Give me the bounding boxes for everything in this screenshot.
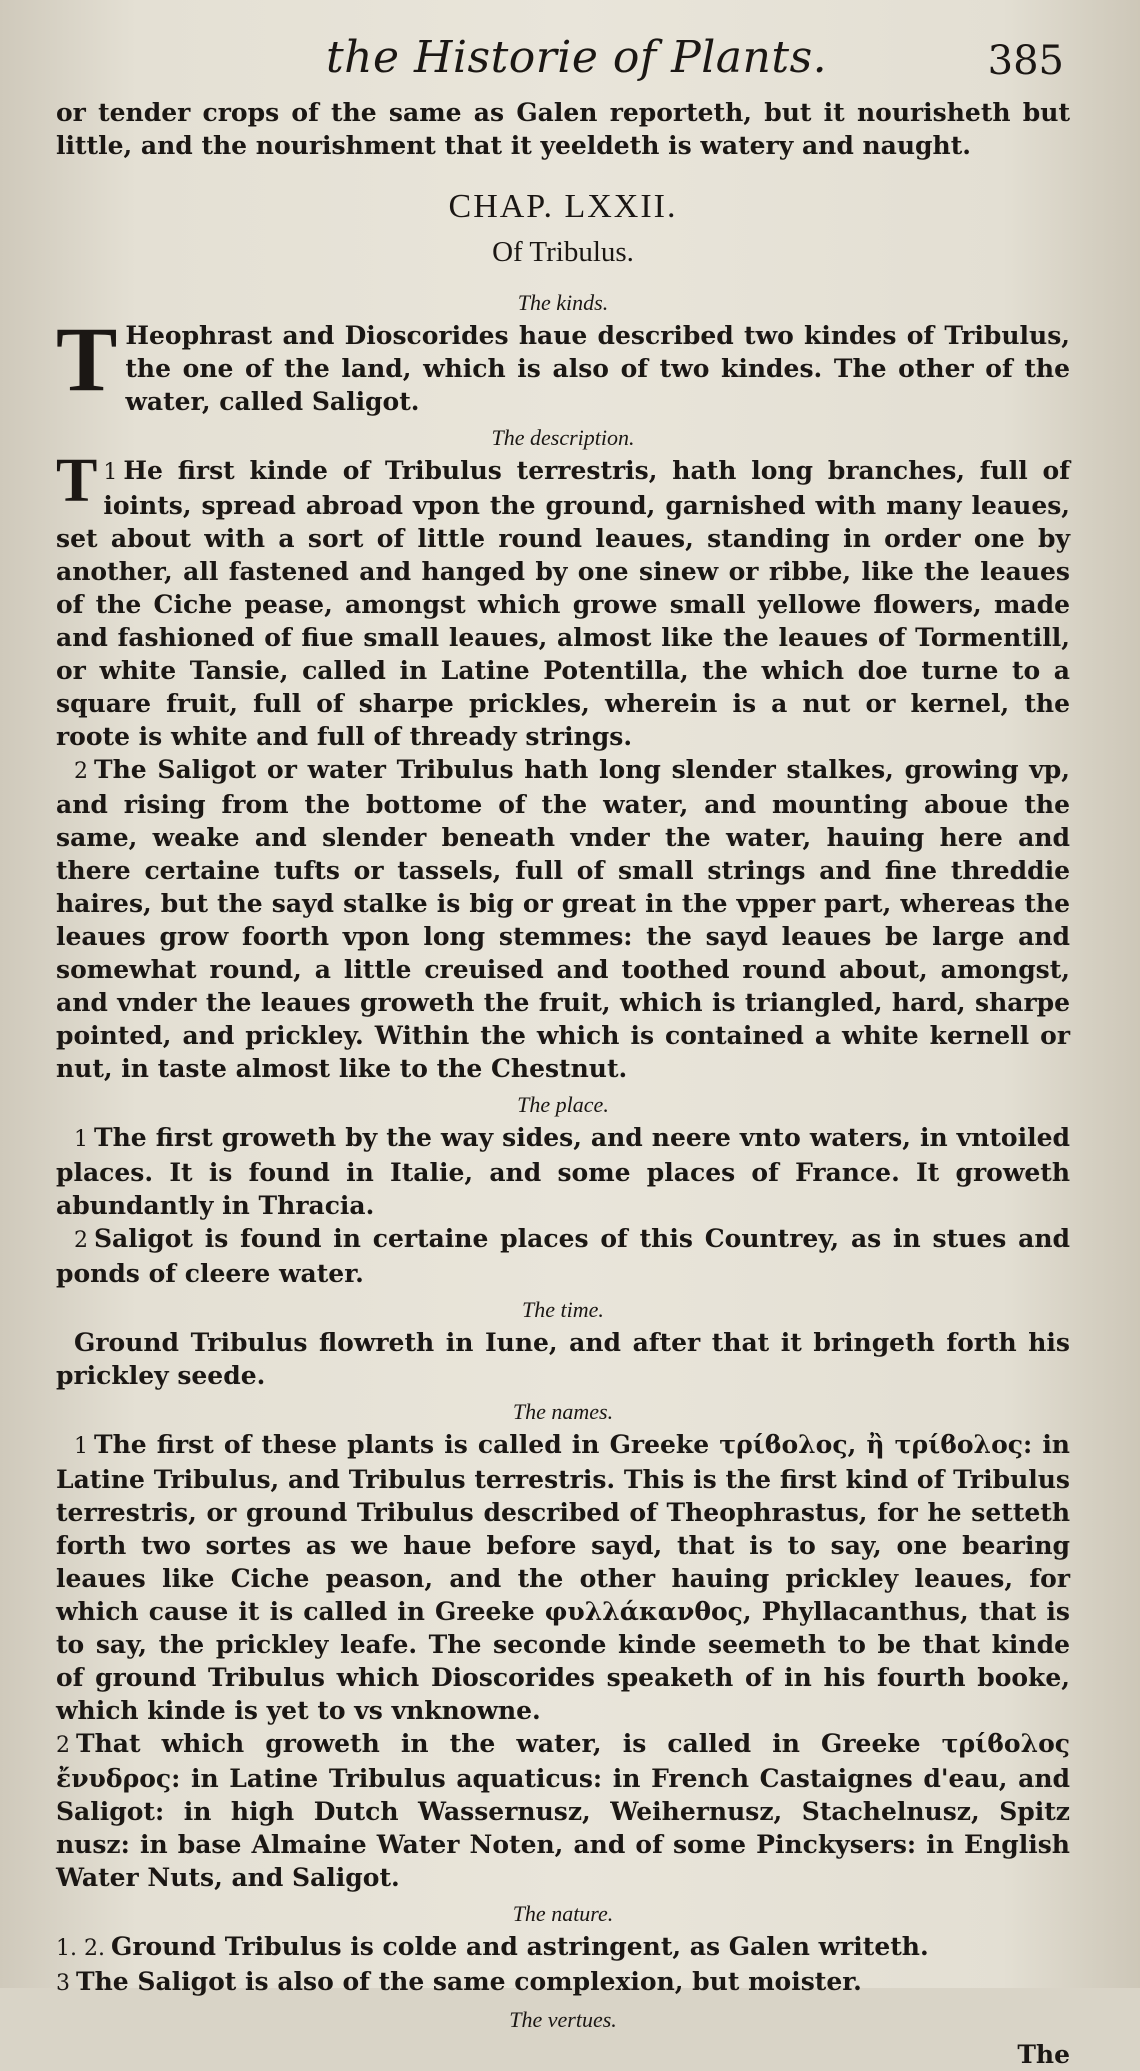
chapter-subtitle: Of Tribulus. (492, 236, 634, 268)
nature-paragraph-1 (56, 1930, 1070, 1965)
kinds-paragraph (56, 308, 1070, 418)
heading-description: The description. (491, 425, 635, 450)
names-paragraph-1 (56, 1428, 1070, 1727)
page-header (56, 26, 1070, 96)
place-paragraph-2 (56, 1222, 1070, 1290)
names-paragraph-2 (56, 1727, 1070, 1894)
nature-text-1: Ground Tribulus is colde and astringent, as Galen writeth. (110, 1932, 929, 1961)
chapter-title: CHAP. LXXII. (448, 188, 678, 225)
drop-cap: T (56, 308, 118, 410)
heading-nature: The nature. (512, 1901, 614, 1926)
paragraph-number: 1 (74, 1434, 88, 1459)
time-paragraph: Ground Tribulus flowreth in Iune, and after that it bringeth forth his prickley seede. (56, 1328, 1070, 1390)
names-text-2: That which groweth in the water, is called in Greeke τρίϐολος ἔνυδρος: in Latine Tribulus aquaticus: in French Castaignes d'eau, and Saligot: in high Dutch Wassernusz, Weihernusz, Stachelnusz, Spitz nusz: in base Almaine Water Noten, and of some Pinckysers: in English Water Nuts, and Saligot. (56, 1729, 1070, 1892)
drop-cap: T (56, 447, 98, 515)
paragraph-number: 1 (74, 1127, 88, 1152)
nature-paragraph-2 (56, 1965, 1070, 2000)
place-text-1: The first groweth by the way sides, and neere vnto waters, in vntoiled places. It is found in Italie, and some places of France. It groweth abundantly in Thracia. (56, 1123, 1070, 1220)
description-text-2: The Saligot or water Tribulus hath long slender stalkes, growing vp, and rising from the bottome of the water, and mounting aboue the same, weake and slender beneath vnder the water, hauing here and there certaine tufts or tassels, full of small strings and fine threddie haires, but the sayd stalke is big or great in the vpper part, whereas the leaues grow foorth vpon long stemmes: the sayd leaues be large and somewhat round, a little creuised and toothed round about, amongst, and vnder the leaues groweth the fruit, which is triangled, hard, sharpe pointed, and prickley. Within the which is contained a white kernell or nut, in taste almost like to the Chestnut. (56, 755, 1070, 1083)
place-paragraph-1 (56, 1121, 1070, 1222)
catchword: The (1017, 2040, 1070, 2069)
paragraph-number: 1. 2. (56, 1936, 105, 1961)
place-text-2: Saligot is found in certaine places of this Countrey, as in stues and ponds of cleere water. (56, 1224, 1070, 1288)
description-text-1: He first kinde of Tribulus terrestris, hath long branches, full of ioints, spread abroad vpon the ground, garnished with many leaues, set about with a sort of little round leaues, standing in order one by another, all fastened and hanged by one sinew or ribbe, like the leaues of the Ciche pease, amongst which growe small yellowe flowers, made and fashioned of fiue small leaues, almost like the leaues of Tormentill, or white Tansie, called in Latine Potentilla, the which doe turne to a square fruit, full of sharpe prickles, wherein is a nut or kernel, the roote is white and full of thready strings. (56, 456, 1070, 751)
names-text-1: The first of these plants is called in Greeke τρίϐολος, ἢ τρίϐολος: in Latine Tribulus, and Tribulus terrestris. This is the first kind of Tribulus terrestris, or ground Tribulus described of Theophrastus, for he setteth forth two sortes as we haue before sayd, that is to say, one bearing leaues like Ciche peason, and the other hauing prickley leaues, for which cause it is called in Greeke φυλλάκανθος, Phyllacanthus, that is to say, the prickley leafe. The seconde kinde seemeth to be that kinde of ground Tribulus which Dioscorides speaketh of in his fourth booke, which kinde is yet to vs vnknowne. (56, 1430, 1070, 1725)
paragraph-number: 2 (74, 1228, 88, 1253)
intro-paragraph: or tender crops of the same as Galen reporteth, but it nourisheth but little, and the nourishment that it yeeldeth is watery and naught. (56, 98, 1070, 160)
heading-names: The names. (512, 1399, 614, 1424)
running-title: the Historie of Plants. (326, 32, 828, 83)
heading-kinds: The kinds. (517, 290, 609, 315)
paragraph-number: 1 (103, 460, 118, 485)
nature-text-2: The Saligot is also of the same complexion, but moister. (76, 1967, 862, 1996)
heading-time: The time. (522, 1297, 604, 1322)
page-number: 385 (987, 38, 1064, 84)
description-paragraph-2 (56, 753, 1070, 1085)
paragraph-number: 2 (56, 1733, 70, 1758)
heading-place: The place. (517, 1092, 609, 1117)
paragraph-number: 2 (74, 759, 88, 784)
heading-vertues: The vertues. (509, 2007, 617, 2032)
kinds-text: Heophrast and Dioscorides haue described two kindes of Tribulus, the one of the land, which is also of two kindes. The other of the water, called Saligot. (125, 321, 1070, 416)
paragraph-number: 3 (56, 1971, 70, 1996)
description-paragraph-1 (56, 447, 1070, 753)
